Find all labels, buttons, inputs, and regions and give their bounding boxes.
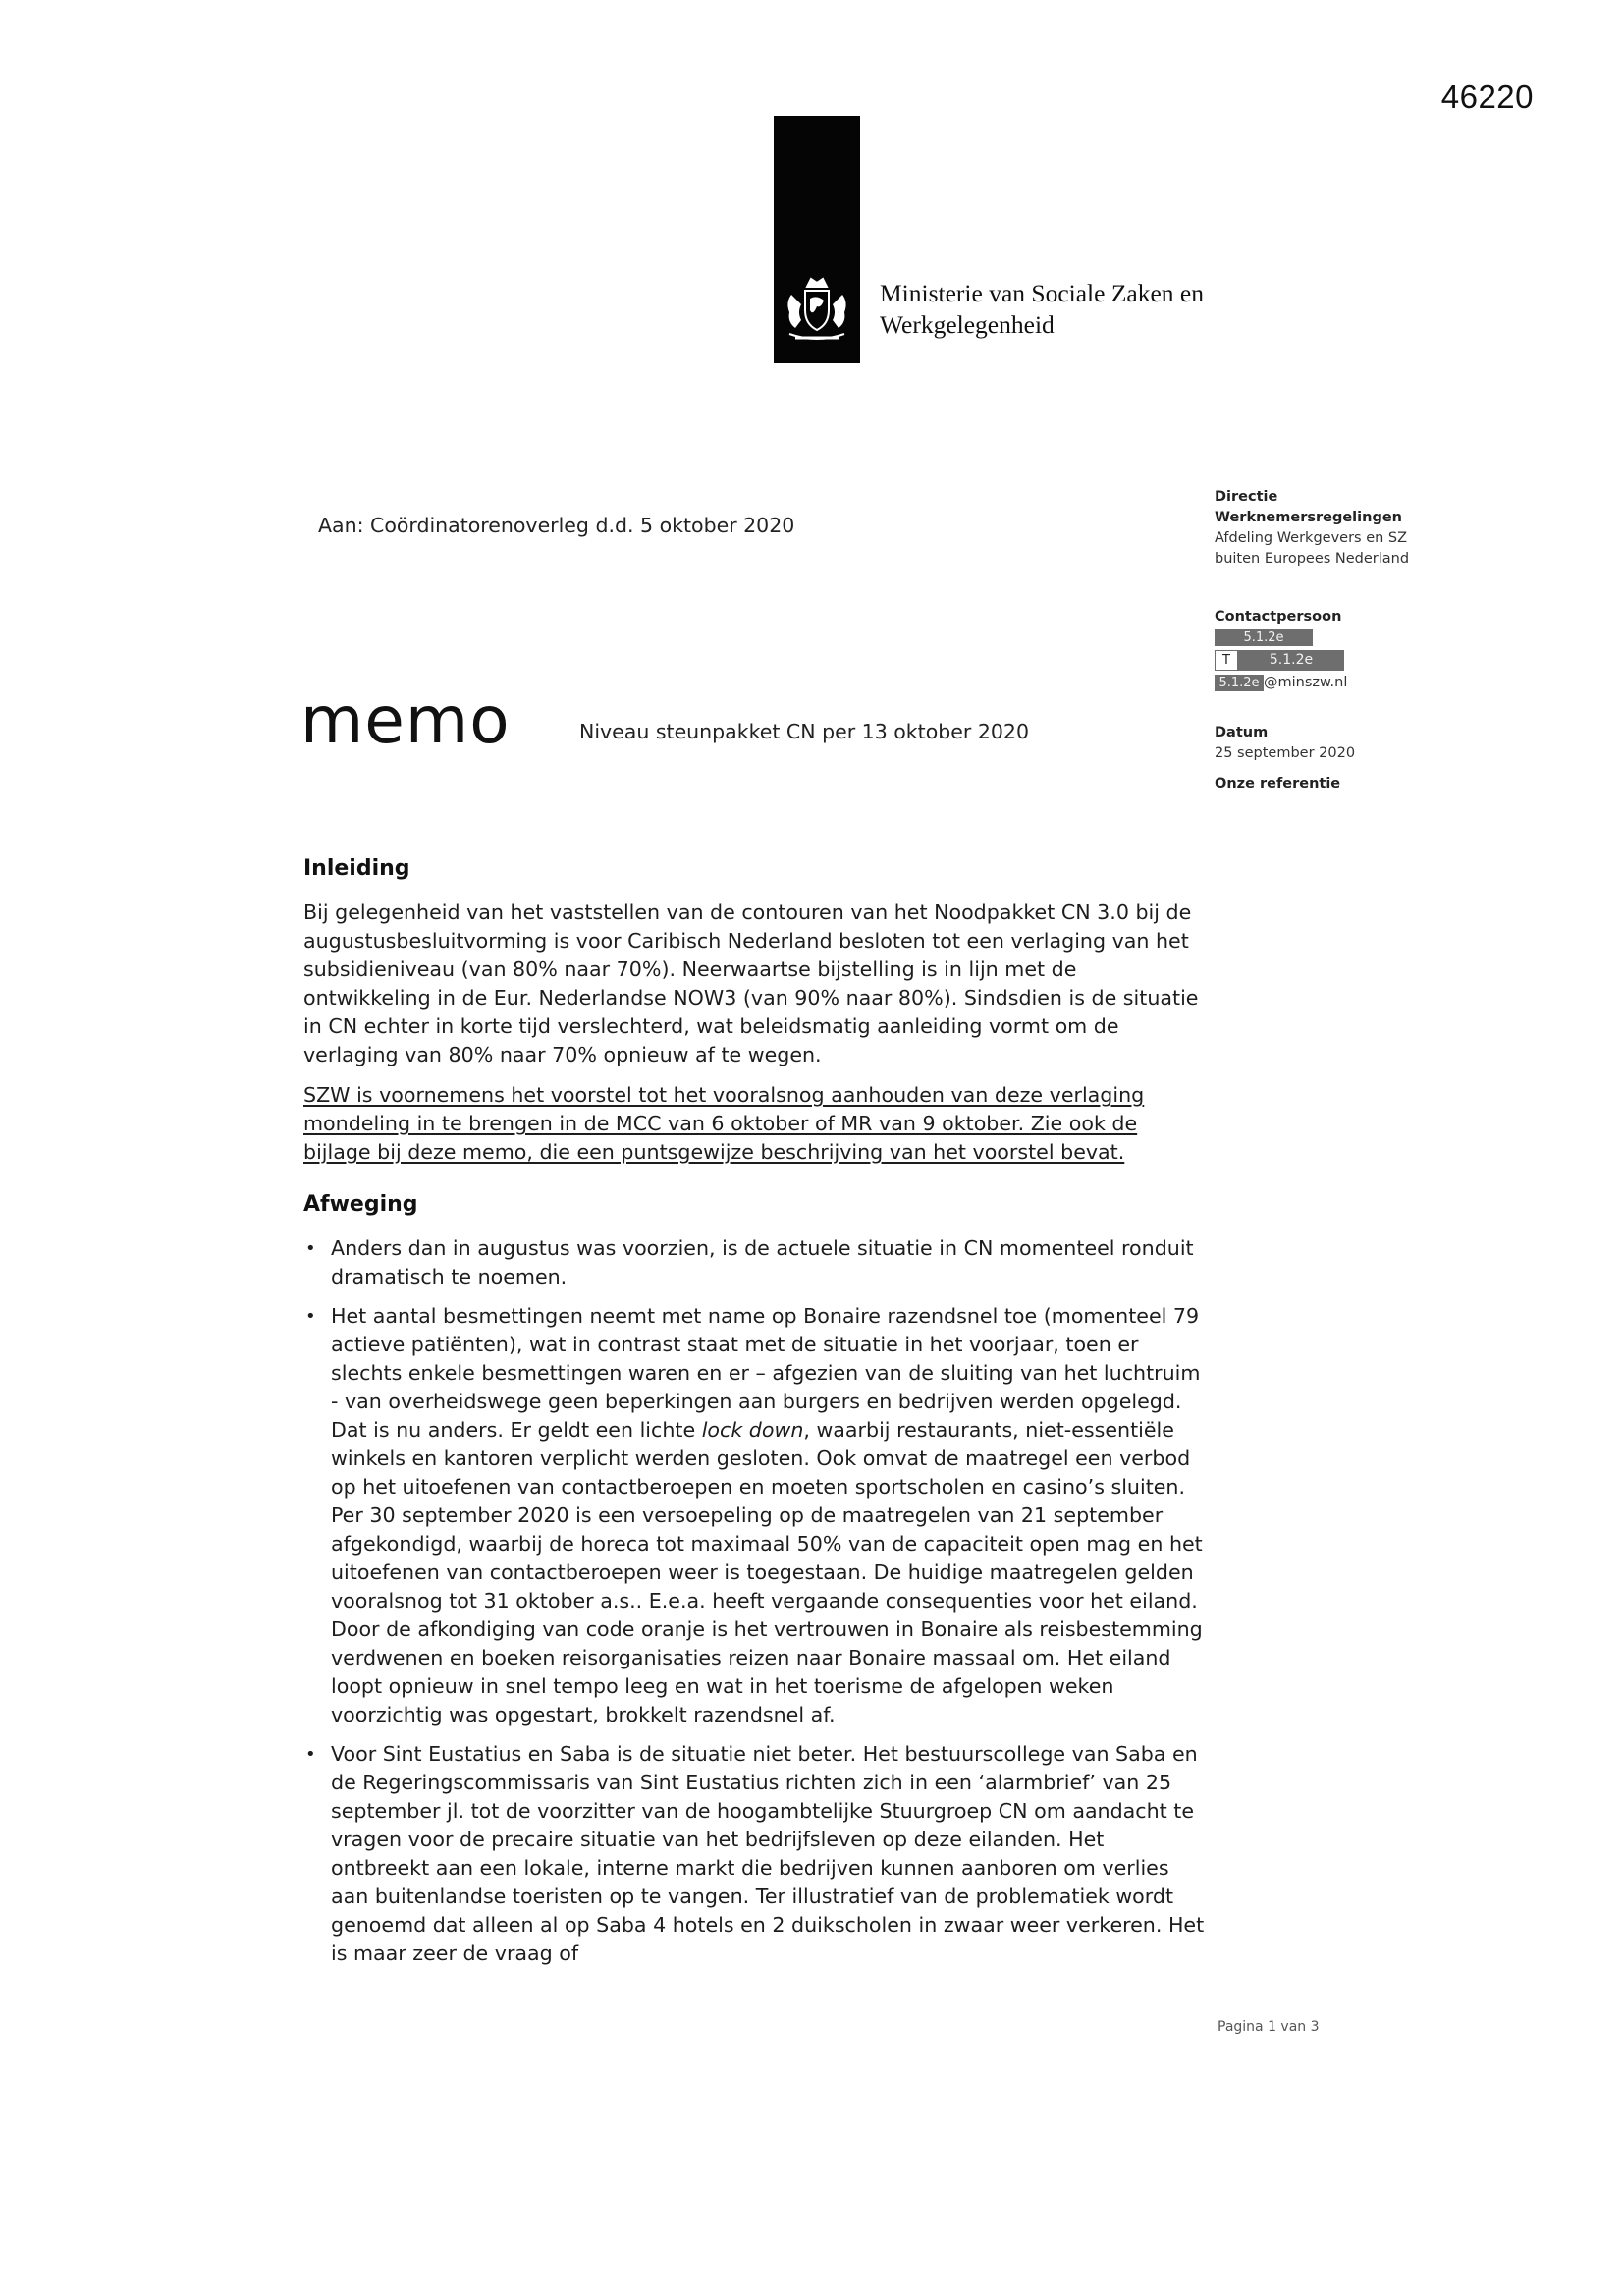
memo-subject: Niveau steunpakket CN per 13 oktober 2020	[579, 720, 1029, 743]
list-item	[303, 1740, 1207, 1968]
redaction-code: 5.1.2e	[1215, 629, 1313, 646]
section-heading-afweging: Afweging	[303, 1192, 418, 1217]
datum-label: Datum	[1215, 725, 1269, 740]
afdeling-line2: buiten Europees Nederland	[1215, 551, 1410, 567]
contact-name-redacted	[1215, 628, 1470, 648]
contact-label: Contactpersoon	[1215, 609, 1342, 625]
intro-paragraph: Bij gelegenheid van het vaststellen van de contouren van het Noodpakket CN 3.0 bij de augustusbesluitvorming is voor Caribisch Nederland besloten tot een verlaging van het subsidieniveau (van 80% naar 70%). Neerwaartse bijstelling is in lijn met de ontwikkeling in de Eur. Nederlandse NOW3 (van 90% naar 80%). Sindsdien is de situatie in CN echter in korte tijd verslechterd, wat beleidsmatig aanleiding vormt om de verlaging van 80% naar 70% opnieuw af te wegen.	[303, 901, 1199, 1066]
contact-phone-row	[1215, 648, 1470, 672]
email-domain: @minszw.nl	[1264, 674, 1348, 690]
page-number: Pagina 1 van 3	[1218, 2019, 1320, 2035]
memo-title: memo	[300, 683, 511, 758]
directie-block	[1215, 487, 1470, 570]
directie-name: Werknemersregelingen	[1215, 510, 1402, 525]
afdeling-line1: Afdeling Werkgevers en SZ	[1215, 530, 1408, 546]
ministry-name	[880, 278, 1204, 341]
memo-body	[303, 854, 1207, 1979]
sidebar-column	[1215, 487, 1470, 794]
bullet-icon: •	[305, 1744, 316, 1765]
section-heading-inleiding: Inleiding	[303, 856, 410, 881]
rijksoverheid-logo-bar	[774, 116, 860, 363]
contact-email-row	[1215, 672, 1470, 693]
phone-redacted: 5.1.2e	[1238, 650, 1344, 671]
section-afweging	[303, 1190, 1207, 1968]
recipient-line: Aan: Coördinatorenoverleg d.d. 5 oktober 2020	[318, 514, 795, 537]
list-item-text-part2: , waarbij restaurants, niet-essentiële winkels en kantoren verplicht werden gesloten. Ook omvat de maatregel een verbod op het uitoefenen van contactberoepen en moeten sportscholen en casino’s sluiten. Per 30 september 2020 is een versoepeling op de maatregelen van 21 september afgekondigd, waarbij de horeca tot maximaal 50% van de capaciteit open mag en het uitoefenen van contactberoepen weer is toegestaan. De huidige maatregelen gelden vooralsnog tot 31 oktober a.s.. E.e.a. heeft vergaande consequenties voor het eiland. Door de afkondiging van code oranje is het vertrouwen in Bonaire als reisbestemming verdwenen en boeken reisorganisaties reizen naar Bonaire massaal om. Het eiland loopt opnieuw in snel tempo leeg en wat in het toerisme de afgelopen weken voorzichtig was opgestart, brokkelt razendsnel af.	[331, 1418, 1203, 1726]
contact-block	[1215, 607, 1470, 693]
coat-of-arms-icon	[778, 273, 856, 346]
list-item	[303, 1234, 1207, 1291]
bullet-icon: •	[305, 1306, 316, 1327]
document-number: 46220	[1440, 79, 1534, 115]
list-item	[303, 1302, 1207, 1729]
datum-value: 25 september 2020	[1215, 745, 1356, 761]
list-item-text: Anders dan in augustus was voorzien, is de actuele situatie in CN momenteel ronduit dramatisch te noemen.	[331, 1236, 1194, 1288]
directie-label: Directie	[1215, 489, 1278, 505]
phone-prefix: T	[1215, 650, 1238, 671]
bullet-icon: •	[305, 1238, 316, 1259]
proposal-paragraph: SZW is voornemens het voorstel tot het vooralsnog aanhouden van deze verlaging mondeling in te brengen in de MCC van 6 oktober of MR van 9 oktober. Zie ook de bijlage bij deze memo, die een puntsgewijze beschrijving van het voorstel bevat.	[303, 1083, 1145, 1164]
list-item-text: Voor Sint Eustatius en Saba is de situatie niet beter. Het bestuurscollege van Saba en de Regeringscommissaris van Sint Eustatius richten zich in een ‘alarmbrief’ van 25 september jl. tot de voorzitter van de hoogambtelijke Stuurgroep CN om aandacht te vragen voor de precaire situatie van het bedrijfsleven op deze eilanden. Het ontbreekt aan een lokale, interne markt die bedrijven kunnen aanboren om verlies aan buitenlandse toeristen op te vangen. Ter illustratief van de problematiek wordt genoemd dat alleen al op Saba 4 hotels en 2 duikscholen in zwaar weer verkeren. Het is maar zeer de vraag of	[331, 1742, 1205, 1965]
ministry-name-line2: Werkgelegenheid	[880, 310, 1055, 339]
list-item-emphasis: lock down	[701, 1418, 804, 1442]
ministry-name-line1: Ministerie van Sociale Zaken en	[880, 279, 1204, 307]
list-item-text-part1: Het aantal besmettingen neemt met name op Bonaire razendsnel toe (momenteel 79 actieve patiënten), wat in contrast staat met de situatie in het voorjaar, toen er slechts enkele besmettingen waren en er – afgezien van de sluiting van het luchtruim - van overheidswege geen beperkingen aan burgers en bedrijven werden opgelegd. Dat is nu anders. Er geldt een lichte	[331, 1304, 1201, 1442]
referentie-label: Onze referentie	[1215, 776, 1341, 792]
datum-block	[1215, 723, 1470, 764]
email-redacted: 5.1.2e	[1215, 675, 1264, 691]
afweging-list	[303, 1234, 1207, 1968]
